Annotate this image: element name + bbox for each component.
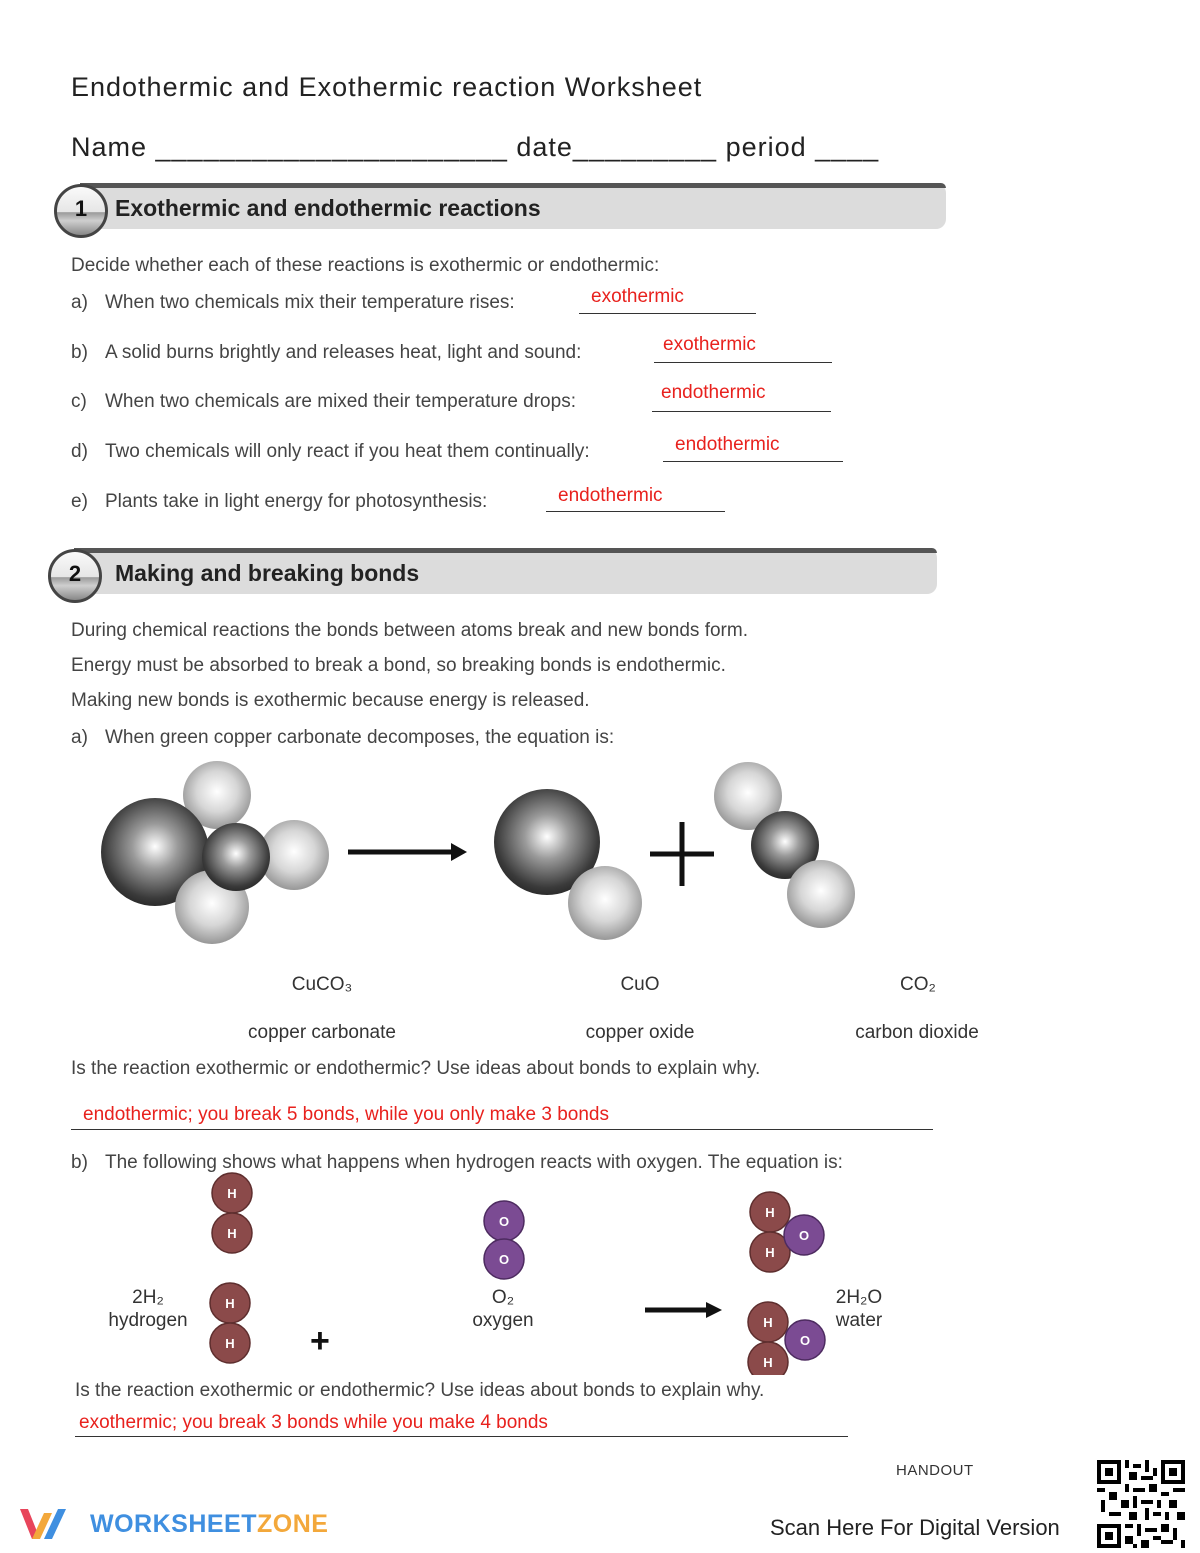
section1-number: 1 bbox=[74, 196, 88, 221]
name-copper-oxide: copper oxide bbox=[585, 1022, 695, 1043]
section1-intro: Decide whether each of these reactions is exothermic or endothermic: bbox=[71, 255, 660, 276]
part-a-question: Is the reaction exothermic or endothermic? Use ideas about bonds to explain why. bbox=[71, 1058, 761, 1079]
name-water: water bbox=[835, 1310, 883, 1331]
brand-wordmark bbox=[90, 1510, 328, 1539]
q-c-label: c) bbox=[71, 391, 87, 412]
q-b-answer: exothermic bbox=[663, 334, 756, 355]
atom-label: H bbox=[765, 1205, 775, 1220]
name-carbon-dioxide: carbon dioxide bbox=[855, 1022, 979, 1043]
formula-cuo: CuO bbox=[620, 974, 660, 995]
name-copper-carbonate: copper carbonate bbox=[248, 1022, 396, 1043]
worksheetzone-logo-icon bbox=[18, 1503, 80, 1545]
reaction-arrowhead bbox=[706, 1302, 722, 1318]
plus-sign: + bbox=[310, 1322, 330, 1360]
q-b-blank[interactable] bbox=[654, 362, 832, 363]
q-e-label: e) bbox=[71, 491, 88, 512]
atom-label: O bbox=[498, 1214, 510, 1229]
section2-banner bbox=[74, 548, 937, 594]
q-e-text: Plants take in light energy for photosynthesis: bbox=[105, 491, 488, 512]
q-a-blank[interactable] bbox=[579, 313, 756, 314]
q-a-text: When two chemicals mix their temperature rises: bbox=[105, 292, 515, 313]
formula-o2: O₂ bbox=[491, 1287, 515, 1308]
q-e-blank[interactable] bbox=[546, 511, 725, 512]
part-a-text: When green copper carbonate decomposes, the equation is: bbox=[105, 727, 615, 748]
name-date-period-line: Name ______________________ date_________ period ____ bbox=[71, 132, 880, 162]
section1-heading: Exothermic and endothermic reactions bbox=[115, 195, 541, 221]
atom-label: O bbox=[798, 1228, 810, 1243]
q-a-label: a) bbox=[71, 292, 88, 313]
formula-2h2: 2H₂ bbox=[132, 1287, 164, 1308]
part-b-label: b) bbox=[71, 1152, 88, 1173]
part-a-answer-line[interactable] bbox=[71, 1129, 933, 1130]
formula-cuco3: CuCO₃ bbox=[291, 974, 353, 995]
q-b-label: b) bbox=[71, 342, 88, 363]
atom-label: H bbox=[225, 1336, 235, 1351]
q-d-blank[interactable] bbox=[663, 461, 843, 462]
q-e-answer: endothermic bbox=[558, 485, 663, 506]
page-title: Endothermic and Exothermic reaction Worksheet bbox=[71, 72, 703, 102]
atom-label: H bbox=[227, 1226, 237, 1241]
carbon-atom bbox=[202, 823, 270, 891]
atom-label: H bbox=[765, 1245, 775, 1260]
brand-part-b: ZONE bbox=[257, 1510, 329, 1538]
atom-label: H bbox=[225, 1296, 235, 1311]
part-a-answer: endothermic; you break 5 bonds, while you only make 3 bonds bbox=[83, 1104, 609, 1125]
part-a-label: a) bbox=[71, 727, 88, 748]
copper-carbonate-reaction-diagram bbox=[95, 755, 870, 955]
section2-line3: Making new bonds is exothermic because energy is released. bbox=[71, 690, 590, 711]
oxygen-atom bbox=[568, 866, 642, 940]
q-c-answer: endothermic bbox=[661, 382, 766, 403]
q-d-label: d) bbox=[71, 441, 88, 462]
atom-label: H bbox=[763, 1355, 773, 1370]
scan-caption: Scan Here For Digital Version bbox=[770, 1515, 1060, 1540]
section1-number-badge bbox=[54, 184, 108, 238]
handout-label: HANDOUT bbox=[896, 1462, 974, 1479]
oxygen-atom bbox=[787, 860, 855, 928]
q-c-blank[interactable] bbox=[652, 411, 831, 412]
q-c-text: When two chemicals are mixed their temperature drops: bbox=[105, 391, 576, 412]
part-b-question: Is the reaction exothermic or endothermic? Use ideas about bonds to explain why. bbox=[75, 1380, 765, 1401]
atom-label: H bbox=[227, 1186, 237, 1201]
part-b-text: The following shows what happens when hydrogen reacts with oxygen. The equation is: bbox=[105, 1152, 843, 1173]
atom-label: H bbox=[763, 1315, 773, 1330]
qr-code[interactable] bbox=[1097, 1460, 1185, 1548]
section2-heading: Making and breaking bonds bbox=[115, 560, 420, 586]
formula-2h2o: 2H₂O bbox=[835, 1287, 883, 1308]
atom-label: O bbox=[498, 1252, 510, 1267]
part-b-answer-line[interactable] bbox=[75, 1436, 848, 1437]
q-b-text: A solid burns brightly and releases heat, light and sound: bbox=[105, 342, 582, 363]
part-b-answer: exothermic; you break 3 bonds while you make 4 bonds bbox=[79, 1412, 548, 1433]
section1-banner bbox=[80, 183, 946, 229]
section2-line2: Energy must be absorbed to break a bond, so breaking bonds is endothermic. bbox=[71, 655, 726, 676]
formula-co2: CO₂ bbox=[900, 974, 936, 995]
section2-number-badge bbox=[48, 549, 102, 603]
section2-line1: During chemical reactions the bonds between atoms break and new bonds form. bbox=[71, 620, 748, 641]
hydrogen-oxygen-reaction-diagram bbox=[200, 1170, 880, 1375]
section2-number: 2 bbox=[68, 561, 82, 586]
q-d-text: Two chemicals will only react if you heat them continually: bbox=[105, 441, 590, 462]
q-d-answer: endothermic bbox=[675, 434, 780, 455]
name-hydrogen: hydrogen bbox=[108, 1310, 188, 1331]
q-a-answer: exothermic bbox=[591, 286, 684, 307]
atom-label: O bbox=[799, 1333, 811, 1348]
brand-part-a: WORKSHEET bbox=[90, 1510, 257, 1538]
reaction-arrowhead bbox=[451, 843, 467, 861]
name-oxygen: oxygen bbox=[472, 1310, 534, 1331]
